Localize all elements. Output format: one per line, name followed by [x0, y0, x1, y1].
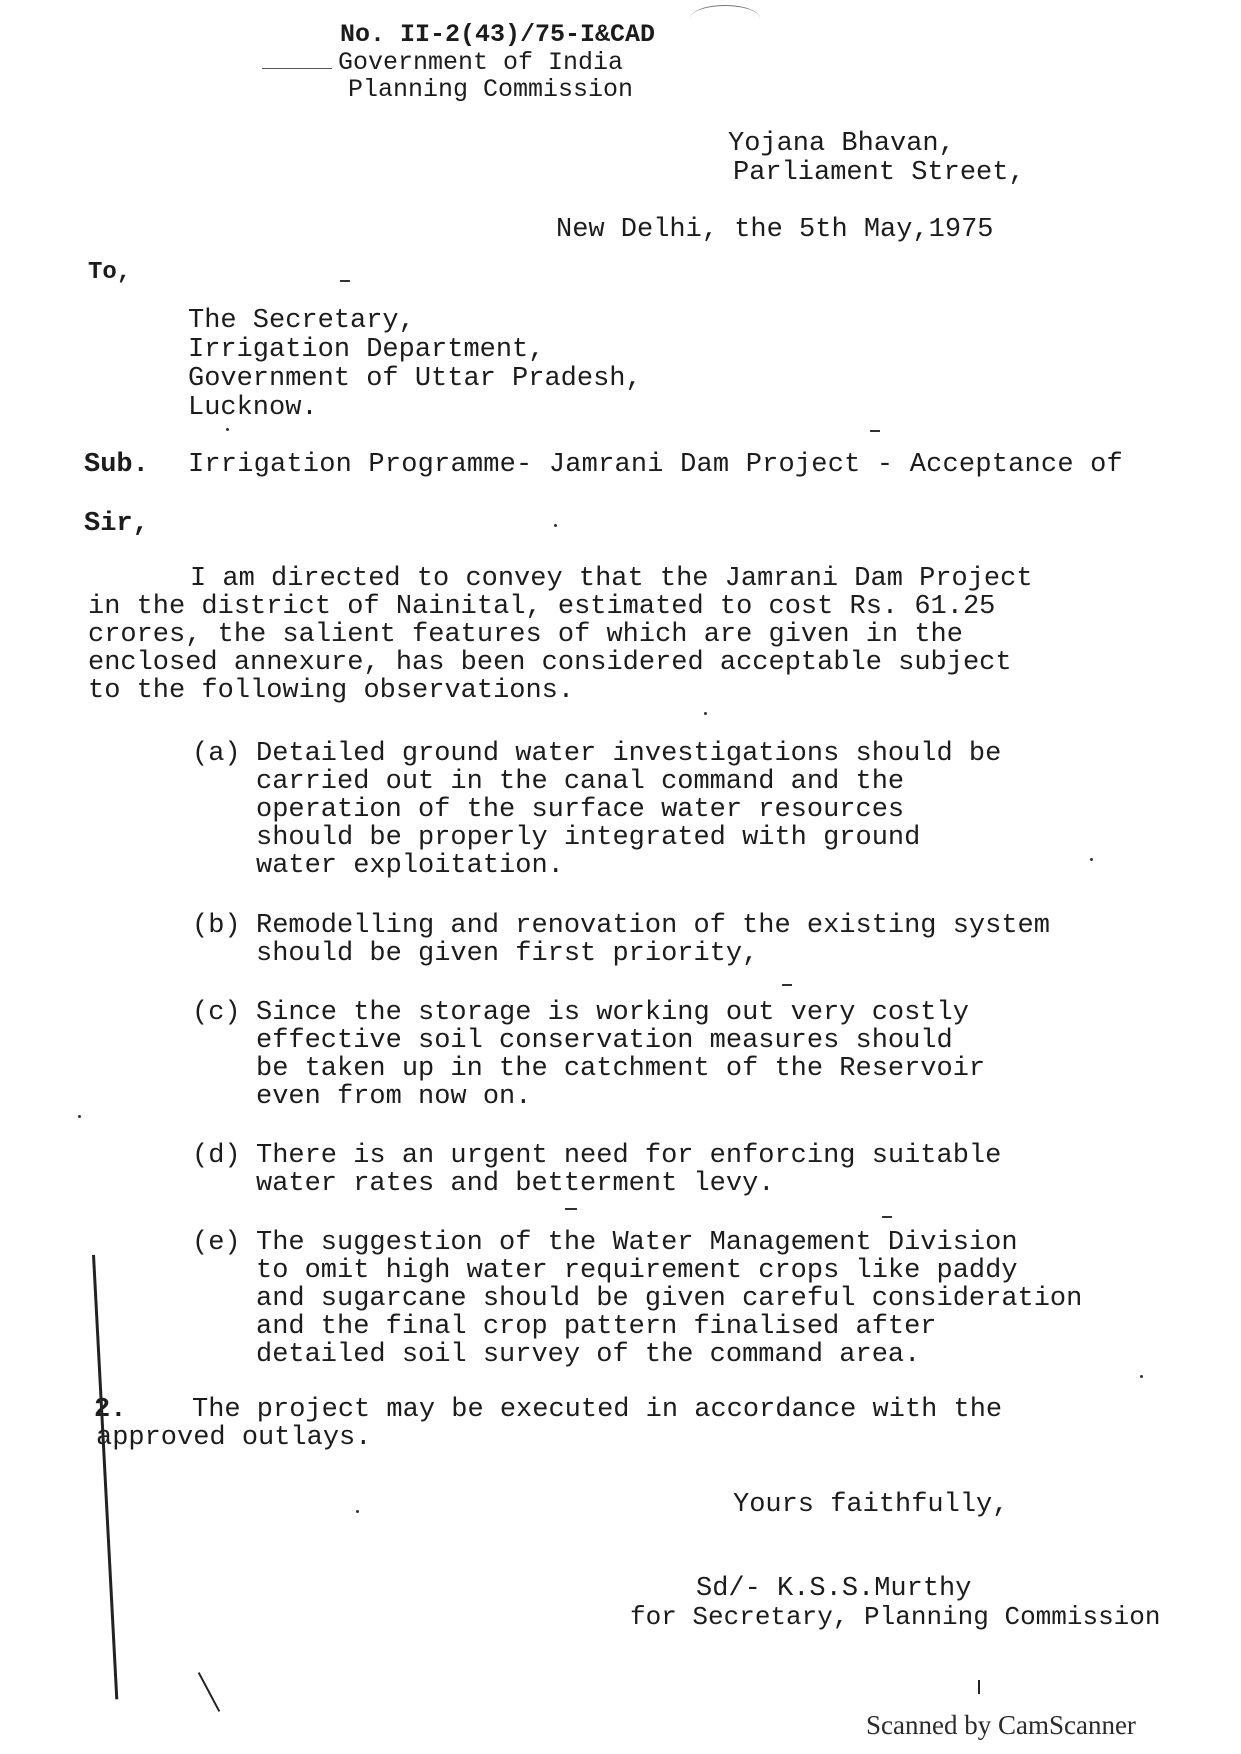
observation-d-marker: (d) — [192, 1141, 241, 1171]
observation-c-line-2: effective soil conservation measures should — [256, 1026, 953, 1056]
scan-artifact-stroke — [198, 1672, 220, 1712]
scan-artifact-dot — [78, 1115, 81, 1118]
observation-a-line-5: water exploitation. — [256, 851, 564, 881]
observation-e-line-2: to omit high water requirement crops like paddy — [256, 1256, 1018, 1286]
scan-artifact-dot — [226, 428, 229, 431]
observation-a-line-2: carried out in the canal command and the — [256, 767, 905, 797]
observation-a-marker: (a) — [192, 739, 241, 769]
org-commission: Planning Commission — [348, 75, 634, 104]
scan-artifact-dot — [554, 524, 557, 527]
observation-d-line-2: water rates and betterment levy. — [256, 1169, 775, 1199]
observation-e-marker: (e) — [192, 1228, 241, 1258]
observation-a-line-3: operation of the surface water resources — [256, 795, 905, 825]
scan-artifact-tick — [978, 1680, 980, 1694]
observation-c-line-3: be taken up in the catchment of the Reservoir — [256, 1054, 986, 1084]
salutation: Sir, — [84, 509, 149, 539]
signature-line-1: Sd/- K.S.S.Murthy — [696, 1574, 972, 1604]
observation-b-line-1: Remodelling and renovation of the existing system — [256, 911, 1050, 941]
body-line-1: I am directed to convey that the Jamrani Dam Project — [190, 564, 1033, 594]
subject-text: Irrigation Programme- Jamrani Dam Project - Acceptance of — [188, 450, 1123, 480]
observation-e-line-1: The suggestion of the Water Management Division — [256, 1228, 1018, 1258]
scan-artifact-dot — [1090, 858, 1093, 861]
signature-line-2: for Secretary, Planning Commission — [630, 1602, 1161, 1632]
observation-c-line-4: even from now on. — [256, 1082, 532, 1112]
scanner-watermark: Scanned by CamScanner — [866, 1710, 1136, 1740]
observation-a-line-1: Detailed ground water investigations should be — [256, 739, 1002, 769]
recipient-line-2: Irrigation Department, — [188, 335, 545, 365]
paragraph-2-number: 2. — [94, 1395, 127, 1425]
body-line-3: crores, the salient features of which are given in the — [88, 620, 963, 650]
observation-b-marker: (b) — [192, 911, 241, 941]
scan-artifact-dash — [870, 430, 880, 432]
observation-a-line-4: should be properly integrated with ground — [256, 823, 921, 853]
observation-c-marker: (c) — [192, 998, 241, 1028]
scan-artifact-arc — [690, 5, 760, 32]
observation-c-line-1: Since the storage is working out very costly — [256, 998, 969, 1028]
address-line-1: Yojana Bhavan, — [728, 129, 955, 159]
scan-artifact-dot — [356, 1510, 359, 1513]
date-line: New Delhi, the 5th May,1975 — [556, 215, 994, 245]
subject-label: Sub. — [84, 450, 149, 480]
scan-artifact-dash — [340, 280, 350, 282]
recipient-line-3: Government of Uttar Pradesh, — [188, 364, 642, 394]
body-line-2: in the district of Nainital, estimated to cost Rs. 61.25 — [88, 592, 996, 622]
observation-d-line-1: There is an urgent need for enforcing suitable — [256, 1141, 1002, 1171]
scan-artifact-dash — [782, 984, 792, 986]
recipient-line-1: The Secretary, — [188, 306, 415, 336]
org-government: Government of India — [338, 48, 624, 77]
scan-artifact-dash — [262, 68, 332, 69]
scan-artifact-dash — [882, 1216, 892, 1218]
scan-artifact-dash — [565, 1208, 577, 1210]
observation-e-line-5: detailed soil survey of the command area. — [256, 1340, 921, 1370]
to-label: To, — [88, 259, 132, 286]
scan-artifact-dot — [1140, 1375, 1143, 1378]
observation-e-line-3: and sugarcane should be given careful consideration — [256, 1284, 1083, 1314]
closing: Yours faithfully, — [733, 1490, 1009, 1520]
observation-e-line-4: and the final crop pattern finalised after — [256, 1312, 937, 1342]
scan-artifact-dot — [704, 712, 707, 715]
paragraph-2-line-2: approved outlays. — [96, 1423, 372, 1453]
body-line-5: to the following observations. — [88, 676, 575, 706]
body-line-4: enclosed annexure, has been considered acceptable subject — [88, 648, 1012, 678]
file-number: No. II-2(43)/75-I&CAD — [340, 20, 656, 49]
observation-b-line-2: should be given first priority, — [256, 939, 759, 969]
recipient-line-4: Lucknow. — [188, 393, 318, 423]
paragraph-2-line-1: The project may be executed in accordance with the — [192, 1395, 1003, 1425]
address-line-2: Parliament Street, — [733, 158, 1025, 188]
scan-artifact-margin-line — [92, 1255, 118, 1700]
